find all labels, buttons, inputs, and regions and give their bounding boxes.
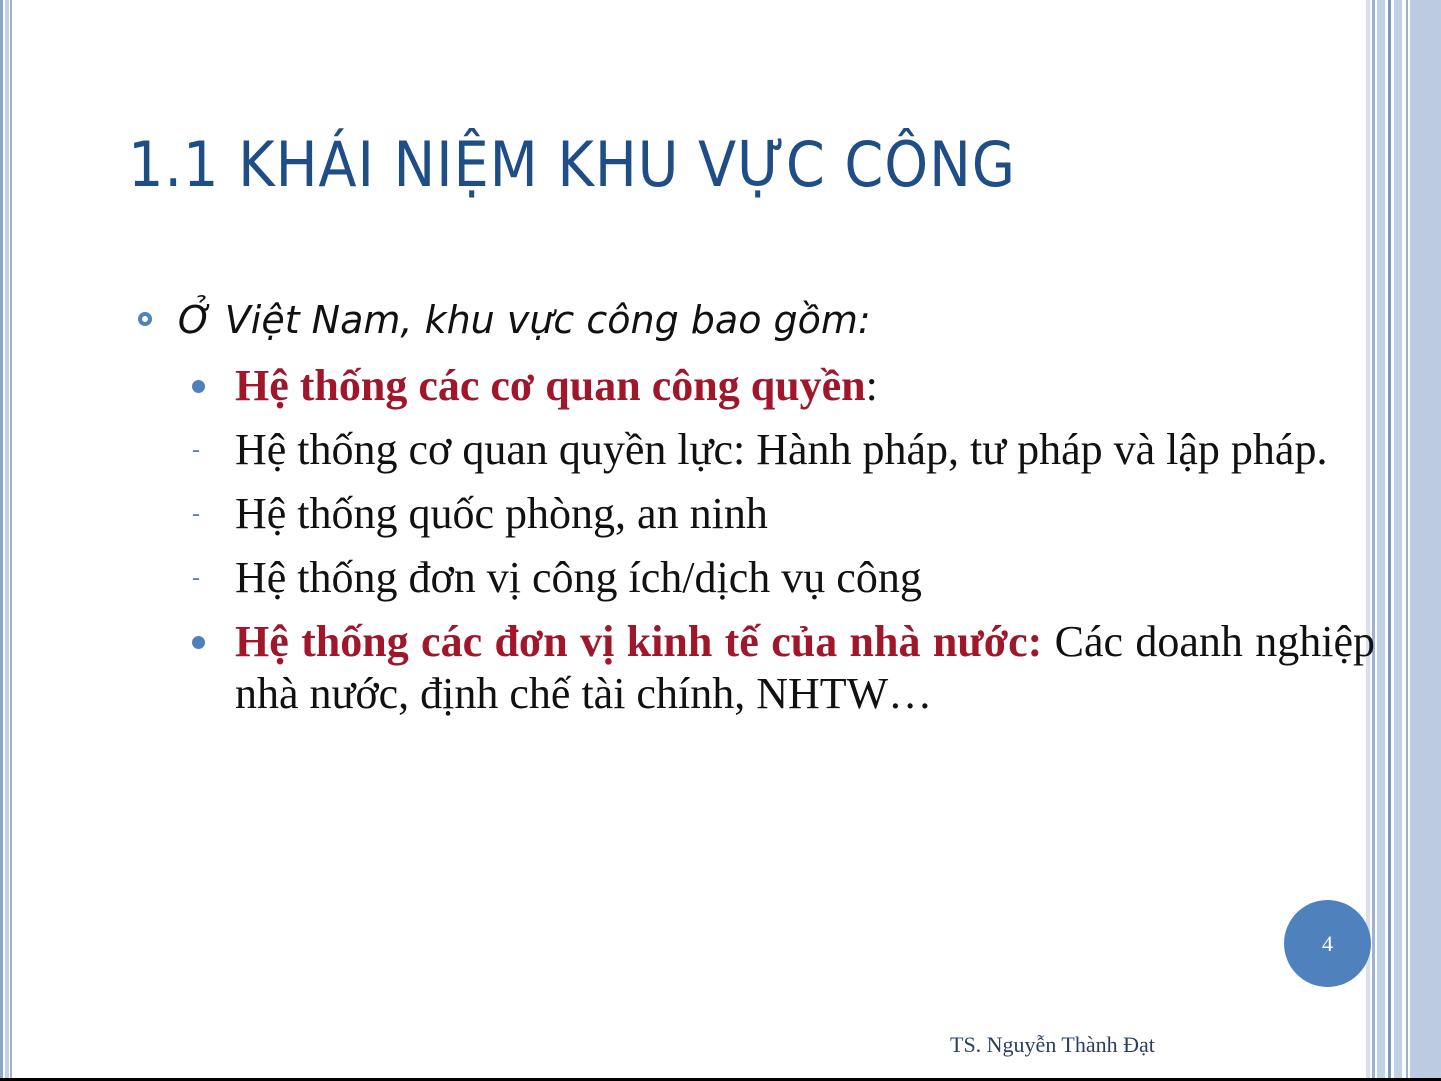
dot-bullet-icon [192,636,205,649]
slide-content [130,292,1375,720]
page-number-badge [1284,900,1371,987]
list-item [130,424,1375,476]
left-border-stripe [10,0,12,1081]
item-text: Hệ thống quốc phòng, an ninh [235,489,768,538]
list-item [130,552,1375,604]
footer-author: TS. Nguyễn Thành Đạt [950,1032,1155,1057]
item-bold-text: Hệ thống các cơ quan công quyền [235,361,866,410]
dash-bullet-icon: - [192,565,200,591]
dot-bullet-icon [192,380,205,393]
left-border-stripe [0,0,3,1081]
left-border-stripe [5,0,9,1081]
item-text: Hệ thống cơ quan quyền lực: Hành pháp, tư pháp và lập pháp. [235,425,1328,474]
item-text: Các doanh nghiệp nhà nước, định chế tài chính, NHTW… [235,617,1375,718]
page-number: 4 [1322,930,1333,956]
intro-text: Ở Việt Nam, khu vực công bao gồm: [178,298,871,342]
ring-bullet-icon [138,312,152,326]
right-decorative-stripes [1366,0,1441,1081]
slide-title: 1.1 KHÁI NIỆM KHU VỰC CÔNG [128,128,1016,201]
item-text: : [865,361,878,410]
dash-bullet-icon: - [192,437,200,463]
intro-bullet [130,292,1375,354]
dash-bullet-icon: - [192,501,200,527]
item-text: Hệ thống đơn vị công ích/dịch vụ công [235,553,922,602]
item-bold-text: Hệ thống các đơn vị kinh tế của nhà nước: [235,617,1043,666]
list-item [130,360,1375,412]
list-item [130,616,1375,720]
list-item [130,488,1375,540]
